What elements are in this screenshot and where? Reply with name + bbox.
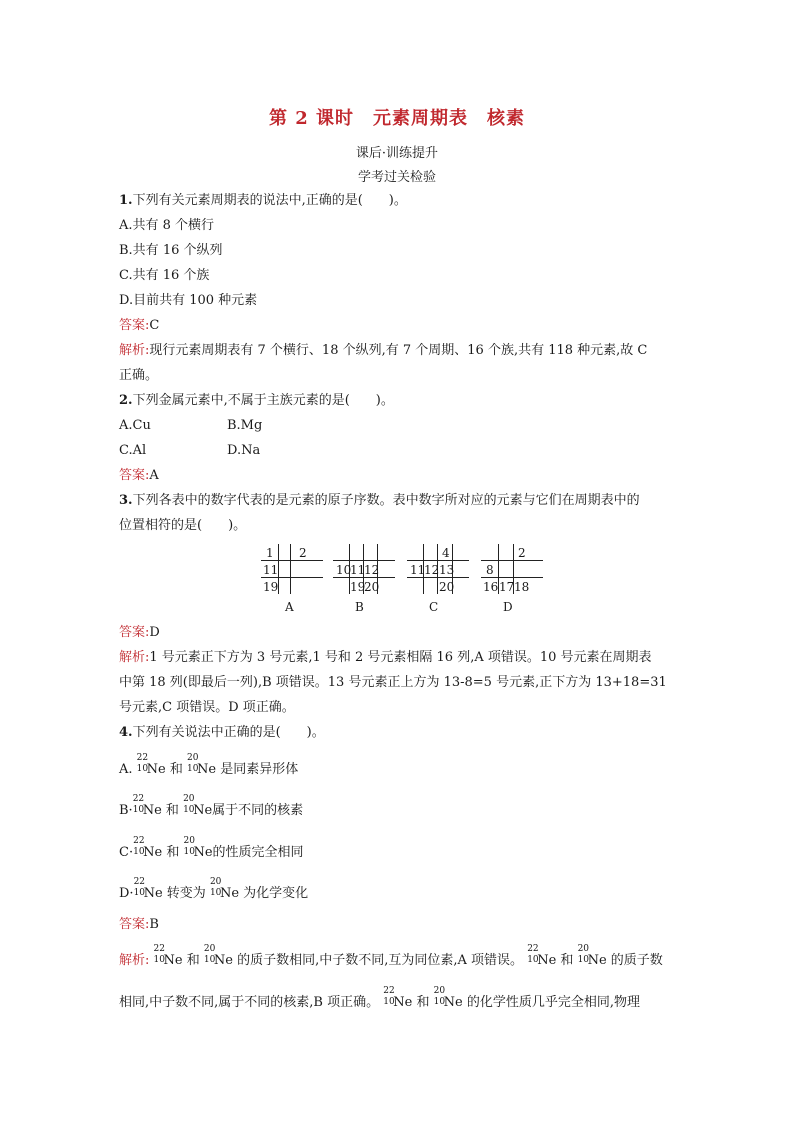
q4-analysis-cont: 相同,中子数不同,属于不同的核素,B 项正确。 22 10 Ne 和 20 10 Ne 的化学性质几乎完全相同,物理	[119, 986, 640, 1010]
page-title: 第 2 课时 元素周期表 核素	[268, 108, 526, 129]
figure-b	[333, 544, 395, 598]
q2-option-c: C.Al	[119, 443, 147, 458]
figure-b-cell: 10	[336, 563, 352, 577]
figure-c-cell: 12	[424, 563, 440, 577]
isotope-ne20: 20 10	[433, 986, 446, 1007]
figure-c-cell: 13	[439, 563, 455, 577]
isotope-ne22: 22 10	[383, 986, 395, 1007]
q1-answer: 答案:C	[119, 318, 160, 333]
q4-stem: 4.下列有关说法中正确的是( )。	[119, 725, 325, 740]
isotope-ne20: 20 10	[577, 944, 590, 965]
figure-c-label: C	[429, 600, 439, 614]
q4-answer: 答案:B	[119, 917, 159, 932]
figure-b-cell: 20	[364, 580, 380, 594]
figure-d-label: D	[503, 600, 513, 614]
figure-a-label: A	[285, 600, 294, 614]
figure-d-cell: 18	[514, 580, 530, 594]
q4-option-b: B· 22 10 Ne 和 20 10 Ne属于不同的核素	[119, 794, 304, 818]
isotope-ne22: 22 10	[132, 794, 145, 815]
isotope-ne22: 22 10	[153, 944, 165, 965]
isotope-ne22: 22 10	[133, 877, 146, 898]
section-heading: 学考过关检验	[357, 170, 436, 185]
q2-options-row2	[119, 443, 679, 459]
figure-a-cell: 19	[263, 580, 279, 594]
q3-stem-cont: 位置相符的是( )。	[119, 518, 247, 533]
figure-a-cell: 1	[266, 546, 274, 560]
q4-option-a: A. 22 10 Ne 和 20 10 Ne 是同素异形体	[119, 753, 299, 777]
figure-d-cell: 17	[499, 580, 515, 594]
q4-option-d: D· 22 10 Ne 转变为 20 10 Ne 为化学变化	[119, 877, 309, 901]
figure-b-cell: 19	[350, 580, 366, 594]
q2-option-d: D.Na	[227, 443, 261, 458]
figure-c-cell: 4	[442, 546, 450, 560]
q3-analysis-cont: 中第 18 列(即最后一列),B 项错误。13 号元素正上方为 13-8=5 号元素,正下方为 13+18=31	[119, 675, 667, 690]
q2-option-b: B.Mg	[227, 418, 263, 433]
q2-stem: 2.下列金属元素中,不属于主族元素的是( )。	[119, 393, 394, 408]
figure-c-cell: 11	[410, 563, 426, 577]
q3-analysis: 解析:1 号元素正下方为 3 号元素,1 号和 2 号元素相隔 16 列,A 项错误。10 号元素在周期表	[119, 650, 652, 665]
isotope-ne20: 20 10	[187, 753, 199, 774]
isotope-ne20: 20 10	[209, 877, 222, 898]
figure-d-cell: 8	[486, 563, 494, 577]
isotope-ne20: 20 10	[183, 836, 195, 857]
isotope-ne22: 22 10	[133, 836, 145, 857]
q3-figures	[255, 544, 555, 616]
q1-option-a: A.共有 8 个横行	[119, 218, 215, 233]
figure-d-cell: 16	[483, 580, 499, 594]
q2-options-row1	[119, 418, 679, 434]
isotope-ne20: 20 10	[183, 794, 195, 815]
subtitle: 课后·训练提升	[355, 146, 439, 161]
q2-option-a: A.Cu	[119, 418, 151, 433]
q1-analysis-cont: 正确。	[119, 368, 159, 383]
q1-option-d: D.目前共有 100 种元素	[119, 293, 258, 308]
q2-answer: 答案:A	[119, 468, 159, 483]
q1-option-c: C.共有 16 个族	[119, 268, 210, 283]
figure-a-cell: 2	[299, 546, 307, 560]
q3-answer: 答案:D	[119, 625, 160, 640]
q3-stem: 3.下列各表中的数字代表的是元素的原子序数。表中数字所对应的元素与它们在周期表中的	[119, 493, 640, 508]
figure-a-cell: 11	[263, 563, 279, 577]
q1-stem: 1.下列有关元素周期表的说法中,正确的是( )。	[119, 193, 407, 208]
isotope-ne20: 20 10	[203, 944, 216, 965]
figure-c	[407, 544, 469, 598]
q1-analysis: 解析:现行元素周期表有 7 个横行、18 个纵列,有 7 个周期、16 个族,共有 118 种元素,故 C	[119, 343, 648, 358]
figure-d-cell: 2	[518, 546, 526, 560]
isotope-ne22: 22 10	[136, 753, 149, 774]
figure-a	[261, 544, 323, 598]
q4-option-c: C· 22 10 Ne 和 20 10 Ne的性质完全相同	[119, 836, 304, 860]
isotope-ne22: 22 10	[527, 944, 539, 965]
q1-option-b: B.共有 16 个纵列	[119, 243, 223, 258]
figure-b-label: B	[355, 600, 364, 614]
figure-b-cell: 12	[364, 563, 380, 577]
q3-analysis-cont: 号元素,C 项错误。D 项正确。	[119, 700, 295, 715]
q4-analysis: 解析: 22 10 Ne 和 20 10 Ne 的质子数相同,中子数不同,互为同位素,A 项错误。 22 10 Ne 和 20 10 Ne 的质子数	[119, 944, 663, 968]
figure-c-cell: 20	[439, 580, 455, 594]
figure-d	[481, 544, 543, 598]
figure-b-cell: 11	[350, 563, 366, 577]
